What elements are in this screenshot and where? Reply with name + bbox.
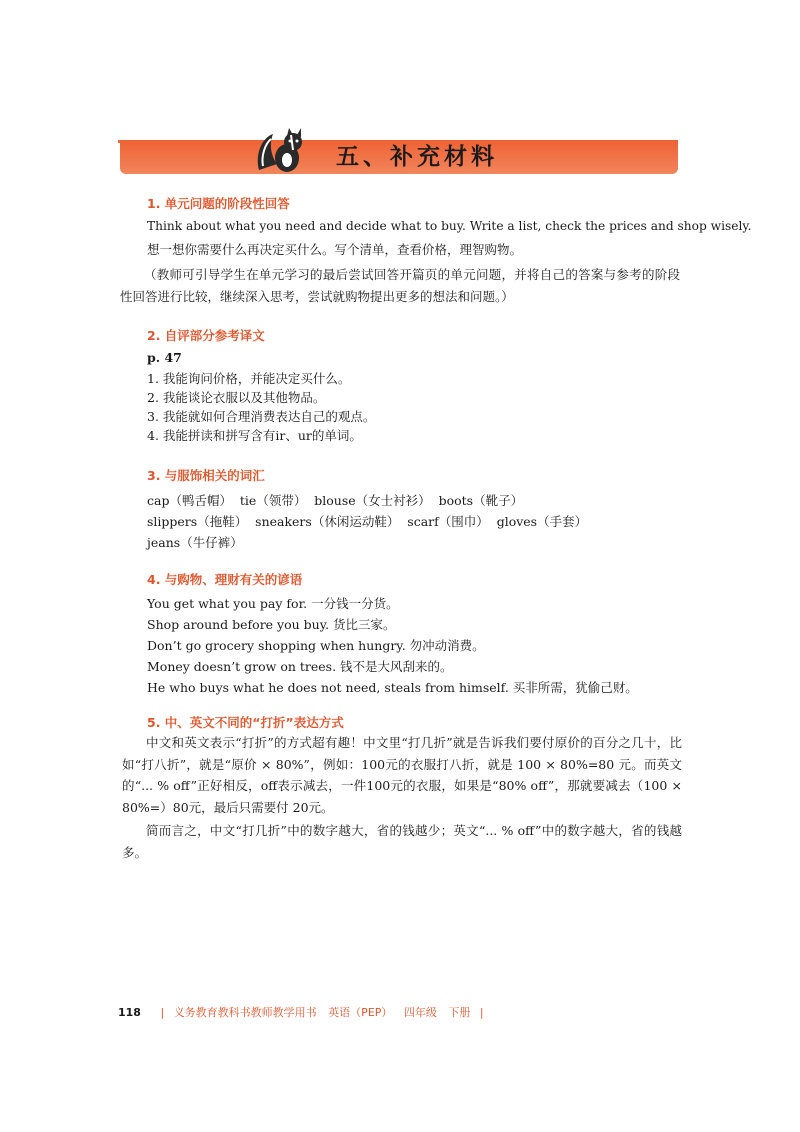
skunk-mascot-icon <box>253 126 313 176</box>
proverb-line: Money doesn’t grow on trees. 钱不是大风刮来的。 <box>147 659 453 674</box>
vocab-line: cap（鸭舌帽） tie（领带） blouse（女士衬衫） boots（靴子） <box>147 493 524 508</box>
section-4-heading: 4. 与购物、理财有关的谚语 <box>147 572 303 587</box>
section-2-item: 2. 我能谈论衣服以及其他物品。 <box>147 390 326 405</box>
section-3-heading: 3. 与服饰相关的词汇 <box>147 468 265 483</box>
footer-grade: 四年级 <box>403 1006 437 1019</box>
footer-subject: 英语（PEP） <box>328 1006 393 1019</box>
section-2-item: 3. 我能就如何合理消费表达自己的观点。 <box>147 409 376 424</box>
section-5-paragraph-2: 简而言之，中文“打几折”中的数字越大，省的钱越少；英文“... % off”中的数字越大，省的钱越多。 <box>122 823 682 860</box>
section-5-heading: 5. 中、英文不同的“打折”表达方式 <box>147 715 344 730</box>
proverb-line: He who buys what he does not need, steals from himself. 买非所需，犹偷己财。 <box>147 680 638 695</box>
proverb-line: Don’t go grocery shopping when hungry. 勿冲动消费。 <box>147 638 485 653</box>
section-2-item: 4. 我能拼读和拼写含有ir、ur的单词。 <box>147 428 362 443</box>
proverb-line: Shop around before you buy. 货比三家。 <box>147 617 396 632</box>
vocab-line: slippers（拖鞋） sneakers（休闲运动鞋） scarf（围巾） gloves（手套） <box>147 514 588 529</box>
section-1-chinese: 想一想你需要什么再决定买什么。写个清单，查看价格，理智购物。 <box>147 242 523 257</box>
footer-book-title: 义务教育教科书教师教学用书 <box>173 1006 317 1019</box>
section-2-page-ref: p. 47 <box>147 350 182 365</box>
footer-volume: 下册 <box>448 1006 471 1019</box>
footer-separator: | <box>160 1006 165 1019</box>
footer-separator: | <box>479 1006 484 1019</box>
section-1-english: Think about what you need and decide what to buy. Write a list, check the prices and shop wisely. <box>147 219 752 233</box>
page-title: 五、补充材料 <box>336 143 498 170</box>
vocab-line: jeans（牛仔裤） <box>147 535 243 550</box>
proverb-line: You get what you pay for. 一分钱一分货。 <box>147 596 399 611</box>
section-2-heading: 2. 自评部分参考译文 <box>147 328 265 343</box>
page-number: 118 <box>118 1006 141 1019</box>
section-1-heading: 1. 单元问题的阶段性回答 <box>147 196 290 211</box>
page-footer <box>118 1004 490 1020</box>
section-2-item: 1. 我能询问价格，并能决定买什么。 <box>147 371 351 386</box>
section-1-note: （教师可引导学生在单元学习的最后尝试回答开篇页的单元问题，并将自己的答案与参考的阶段性回答进行比较，继续深入思考，尝试就购物提出更多的想法和问题。） <box>120 267 680 304</box>
section-5-paragraph-1: 中文和英文表示“打折”的方式超有趣！中文里“打几折”就是告诉我们要付原价的百分之几十，比如“打八折”，就是“原价 × 80%”，例如：100元的衣服打八折，就是 100 × 80%=80 元。而英文的“... % off”正好相反，off表示减去，一件100元的衣服，如果是“80% off”，那就要减去（100 × 80%=）80元，最后只需要付 20元。 <box>122 735 682 815</box>
